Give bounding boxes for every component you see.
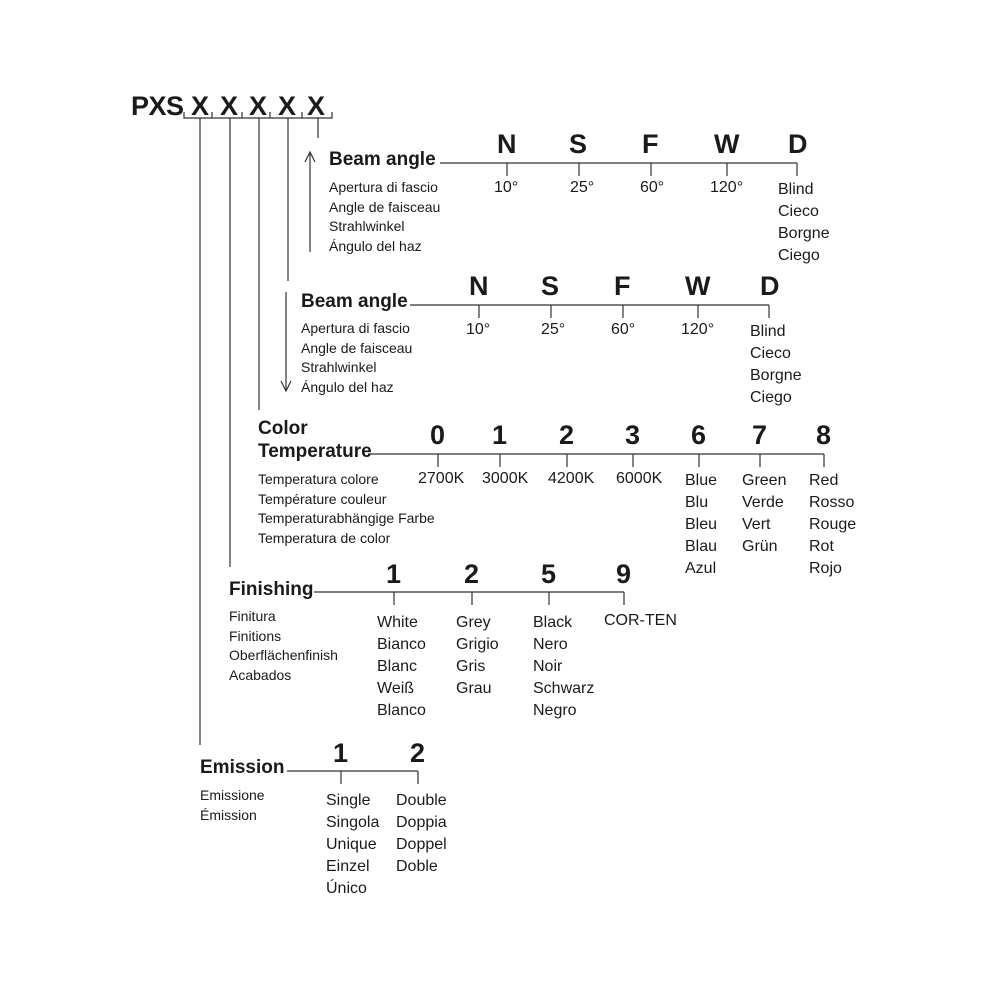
emission-translations <box>200 786 265 825</box>
beam1-blind <box>778 179 830 267</box>
finish-label: Negro <box>533 702 577 719</box>
beam1-code-w: W <box>714 129 740 159</box>
color-label: Blu <box>685 494 709 511</box>
beam1-value: 10° <box>494 179 519 196</box>
color-value: 2700K <box>418 470 465 487</box>
color-label: Rosso <box>809 494 855 511</box>
translation: Angle de faisceau <box>301 339 413 356</box>
blind-label: Borgne <box>750 367 802 384</box>
translation: Ángulo del haz <box>301 378 394 395</box>
color-label: Bleu <box>685 516 718 533</box>
finish-label: Schwarz <box>533 680 595 697</box>
color-heading-line2: Temperature <box>258 441 372 462</box>
color-code-3: 3 <box>625 420 641 450</box>
finishing-code-9: 9 <box>616 559 632 589</box>
beam1-heading: Beam angle <box>329 149 436 170</box>
placeholder-beam-1: X <box>307 91 326 121</box>
beam1-code-n: N <box>497 129 517 159</box>
blind-label: Blind <box>778 181 814 198</box>
translation: Ángulo del haz <box>329 237 422 254</box>
blind-label: Ciego <box>750 389 792 406</box>
finishing-grey <box>456 612 499 700</box>
beam2-code-n: N <box>469 271 489 301</box>
beam2-code-f: F <box>614 271 631 301</box>
beam2-value: 120° <box>681 321 715 338</box>
beam2-code-s: S <box>541 271 560 301</box>
finishing-heading: Finishing <box>229 579 314 600</box>
finish-label: White <box>377 614 418 631</box>
translation: Température couleur <box>258 490 387 507</box>
color-code-2: 2 <box>559 420 575 450</box>
emission-label: Doble <box>396 858 438 875</box>
blind-label: Ciego <box>778 247 820 264</box>
finishing-white <box>377 612 426 722</box>
finish-label: Bianco <box>377 636 426 653</box>
finishing-black <box>533 612 594 722</box>
finishing-corten: COR-TEN <box>604 612 677 629</box>
color-label: Blue <box>685 472 718 489</box>
beam2-value: 10° <box>466 321 491 338</box>
beam1-code-s: S <box>569 129 588 159</box>
color-code-6: 6 <box>691 420 707 450</box>
translation: Apertura di fascio <box>301 320 410 336</box>
finishing-code-1: 1 <box>386 559 402 589</box>
placeholder-finishing: X <box>220 91 239 121</box>
color-value: 3000K <box>482 470 529 487</box>
translation: Emissione <box>200 787 265 803</box>
placeholder-color: X <box>249 91 268 121</box>
finishing-code-5: 5 <box>541 559 557 589</box>
beam2-code-d: D <box>760 271 780 301</box>
beam2-code-w: W <box>685 271 711 301</box>
color-code-7: 7 <box>752 420 768 450</box>
translation: Apertura di fascio <box>329 179 438 195</box>
emission-code-2: 2 <box>410 738 426 768</box>
emission-label: Unique <box>326 836 377 853</box>
beam1-value: 25° <box>570 179 595 196</box>
blind-label: Cieco <box>778 203 819 220</box>
emission-label: Doppia <box>396 814 447 831</box>
translation: Acabados <box>229 666 292 683</box>
beam2-heading: Beam angle <box>301 291 408 312</box>
beam1-code-d: D <box>788 129 808 159</box>
color-label: Azul <box>685 560 717 577</box>
placeholder-emission: X <box>191 91 210 121</box>
finish-label: Blanco <box>377 702 426 719</box>
color-value: 4200K <box>548 470 595 487</box>
emission-code-1: 1 <box>333 738 349 768</box>
color-heading-line1: Color <box>258 418 308 439</box>
finishing-code-2: 2 <box>464 559 480 589</box>
color-value: 6000K <box>616 470 663 487</box>
emission-label: Single <box>326 792 371 809</box>
beam2-blind <box>750 321 802 409</box>
beam1-value: 120° <box>710 179 744 196</box>
translation: Finitions <box>229 627 282 644</box>
color-blue <box>685 470 717 580</box>
color-red <box>809 470 856 580</box>
translation: Oberflächenfinish <box>229 647 338 663</box>
beam1-code-f: F <box>642 129 659 159</box>
beam2-translations <box>301 319 412 397</box>
color-label: Red <box>809 472 839 489</box>
emission-label: Singola <box>326 814 380 831</box>
finish-label: Grau <box>456 680 492 697</box>
finish-label: Grigio <box>456 636 499 653</box>
emission-heading: Emission <box>200 757 285 778</box>
finish-label: Noir <box>533 658 563 675</box>
beam2-value: 25° <box>541 321 566 338</box>
finish-label: Black <box>533 614 573 631</box>
emission-label: Double <box>396 792 447 809</box>
color-green <box>742 470 786 558</box>
beam1-translations <box>329 178 440 256</box>
color-label: Green <box>742 472 787 489</box>
translation: Temperaturabhängige Farbe <box>258 510 435 526</box>
finishing-translations <box>229 607 338 685</box>
translation: Strahlwinkel <box>329 218 405 234</box>
translation: Finitura <box>229 608 276 624</box>
blind-label: Borgne <box>778 225 830 242</box>
beam1-value: 60° <box>640 179 665 196</box>
code-prefix: PXS <box>131 91 184 121</box>
translation: Temperatura colore <box>258 471 379 487</box>
color-label: Blau <box>685 538 718 555</box>
translation: Angle de faisceau <box>329 198 441 215</box>
color-label: Rouge <box>809 516 857 533</box>
finish-label: Gris <box>456 658 486 675</box>
translation: Émission <box>200 806 257 823</box>
color-code-1: 1 <box>492 420 508 450</box>
placeholder-beam-2: X <box>278 91 297 121</box>
color-label: Grün <box>742 538 778 555</box>
finish-label: Weiß <box>377 680 415 697</box>
finish-label: Grey <box>456 614 491 631</box>
color-label: Rot <box>809 538 834 555</box>
translation: Temperatura de color <box>258 529 391 546</box>
beam2-value: 60° <box>611 321 636 338</box>
blind-label: Blind <box>750 323 786 340</box>
color-label: Vert <box>742 516 771 533</box>
blind-label: Cieco <box>750 345 791 362</box>
finish-label: Nero <box>533 636 568 653</box>
emission-label: Einzel <box>326 858 370 875</box>
color-label: Verde <box>742 494 784 511</box>
color-code-0: 0 <box>430 420 446 450</box>
emission-double <box>396 790 447 878</box>
translation: Strahlwinkel <box>301 359 377 375</box>
emission-single <box>326 790 379 900</box>
color-translations <box>258 470 435 548</box>
emission-label: Único <box>326 880 367 897</box>
color-code-8: 8 <box>816 420 832 450</box>
finish-label: Blanc <box>377 658 418 675</box>
emission-label: Doppel <box>396 836 447 853</box>
color-label: Rojo <box>809 560 842 577</box>
